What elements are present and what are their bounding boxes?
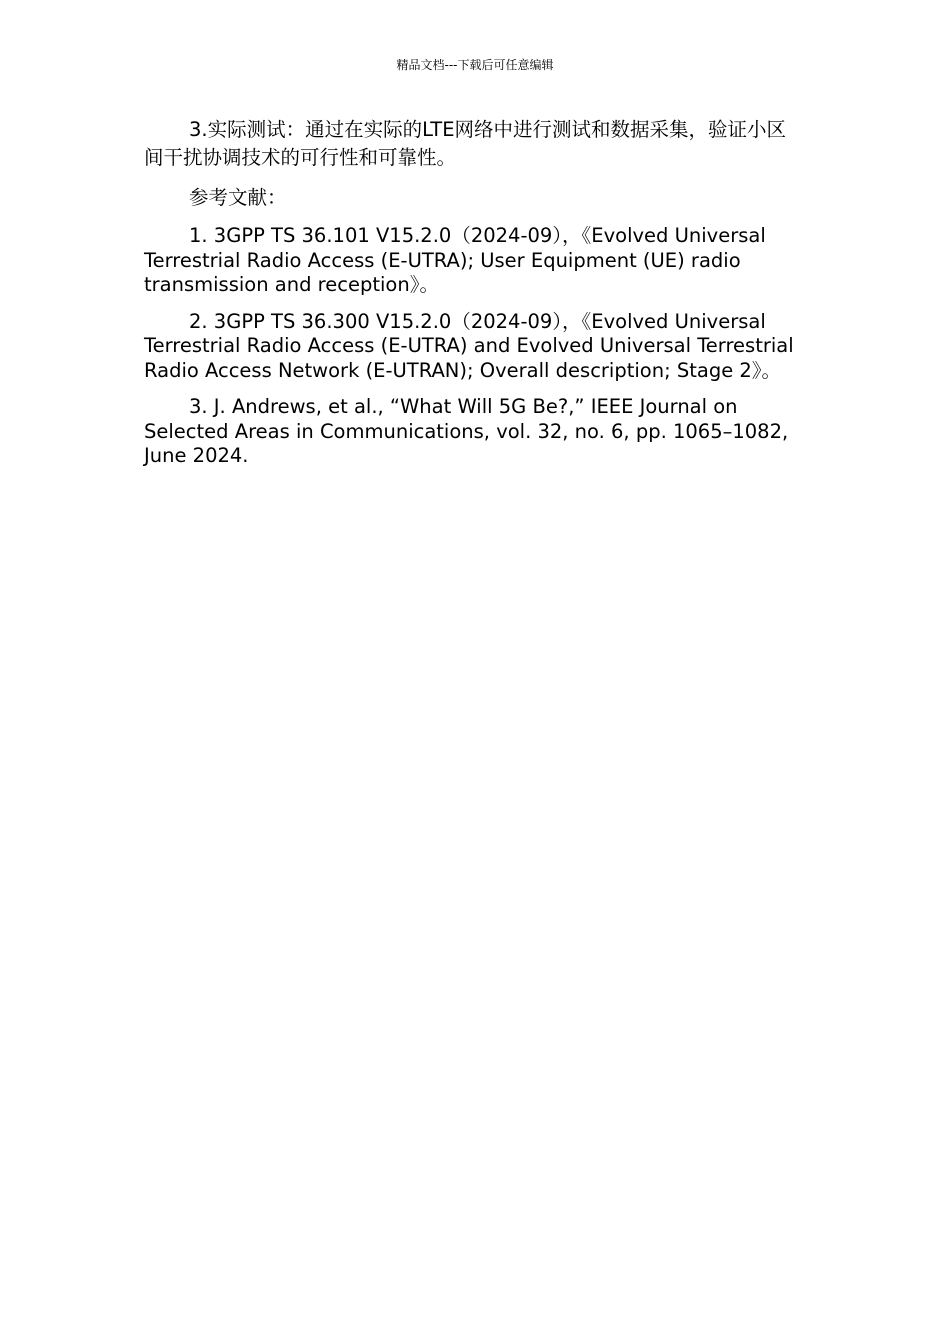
paragraph-field-test: 3.实际测试：通过在实际的LTE网络中进行测试和数据采集，验证小区间干扰协调技术的可行性和可靠性。: [144, 118, 787, 169]
references-heading: 参考文献：: [189, 186, 287, 209]
page-header: 精品文档---下载后可任意编辑: [396, 58, 554, 72]
reference-item-2: 2. 3GPP TS 36.300 V15.2.0（2024-09），《Evolved Universal Terrestrial Radio Access (E-UTRA) and Evolved Universal Terrestrial Radio Access Network (E-UTRAN); Overall description; Stage 2》。: [144, 309, 794, 382]
reference-item-1: 1. 3GPP TS 36.101 V15.2.0（2024-09），《Evolved Universal Terrestrial Radio Access (E-UTRA); User Equipment (UE) radio transmission and reception》。: [144, 224, 766, 296]
reference-item-3: 3. J. Andrews, et al., “What Will 5G Be?,” IEEE Journal on Selected Areas in Communications, vol. 32, no. 6, pp. 1065–1082, June 2024.: [144, 395, 789, 467]
document-body: [144, 116, 799, 481]
